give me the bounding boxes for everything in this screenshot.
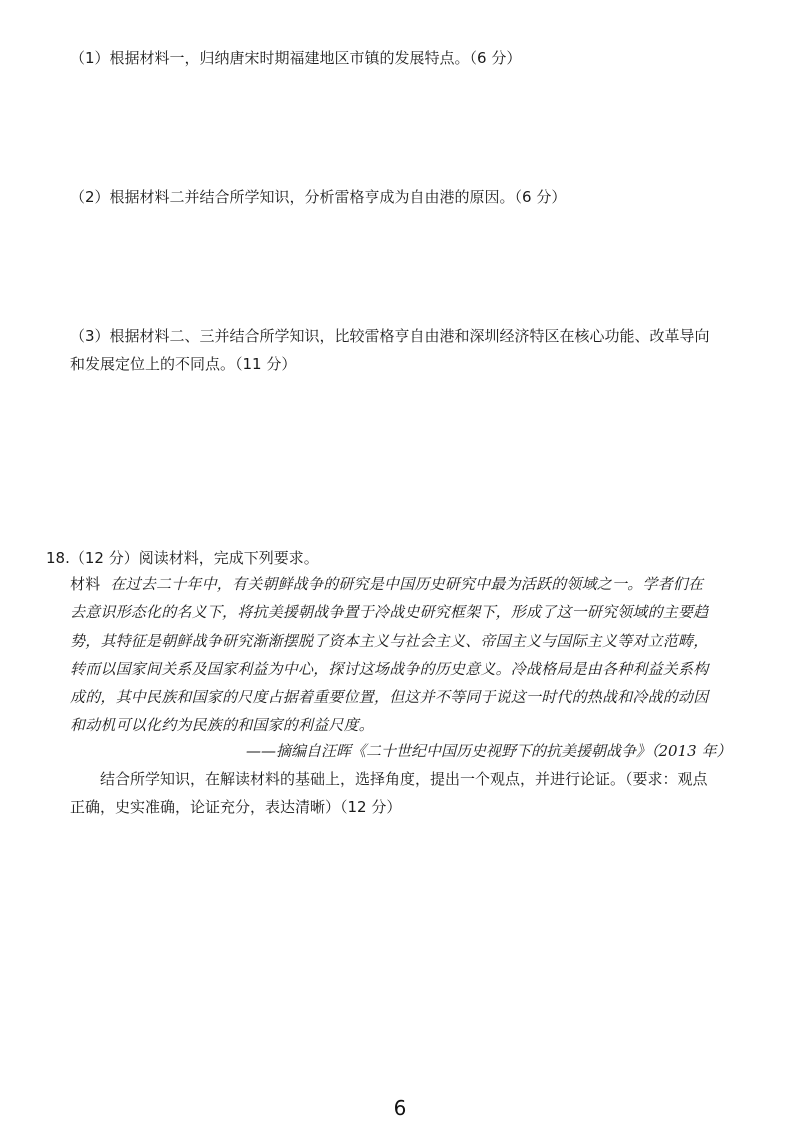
question-17-3-line2: 和发展定位上的不同点。（11 分） — [70, 355, 297, 373]
question-18-header: 18.（12 分）阅读材料，完成下列要求。 — [46, 549, 319, 567]
question-17-2: （2）根据材料二并结合所学知识，分析雷格亨成为自由港的原因。（6 分） — [70, 188, 567, 206]
material-line-3: 势，其特征是朝鲜战争研究渐渐摆脱了资本主义与社会主义、帝国主义与国际主义等对立范畴， — [70, 632, 709, 650]
question-17-3-line1: （3）根据材料二、三并结合所学知识，比较雷格亨自由港和深圳经济特区在核心功能、改革导向 — [70, 327, 710, 345]
question-17-1: （1）根据材料一，归纳唐宋时期福建地区市镇的发展特点。（6 分） — [70, 49, 522, 67]
material-label: 材料 — [70, 575, 101, 593]
material-line-6: 和动机可以化约为民族的和国家的利益尺度。 — [70, 716, 375, 734]
question-18-task-line1: 结合所学知识，在解读材料的基础上，选择角度，提出一个观点，并进行论证。（要求：观点 — [100, 770, 708, 788]
material-source: ——摘编自汪晖《二十世纪中国历史视野下的抗美援朝战争》（2013 年） — [246, 742, 732, 760]
material-line-4: 转而以国家间关系及国家利益为中心，探讨这场战争的历史意义。冷战格局是由各种利益关系构 — [70, 660, 709, 678]
question-18-task-line2: 正确，史实准确，论证充分，表达清晰）（12 分） — [70, 798, 402, 816]
material-text: 在过去二十年中，有关朝鲜战争的研究是中国历史研究中最为活跃的领域之一。学者们在 — [110, 575, 704, 593]
material-line-1 — [70, 574, 703, 594]
material-line-2: 去意识形态化的名义下，将抗美援朝战争置于冷战史研究框架下，形成了这一研究领域的主要趋 — [70, 603, 709, 621]
material-line-5: 成的，其中民族和国家的尺度占据着重要位置，但这并不等同于说这一时代的热战和冷战的动因 — [70, 688, 709, 706]
page-number: 6 — [393, 1096, 407, 1120]
